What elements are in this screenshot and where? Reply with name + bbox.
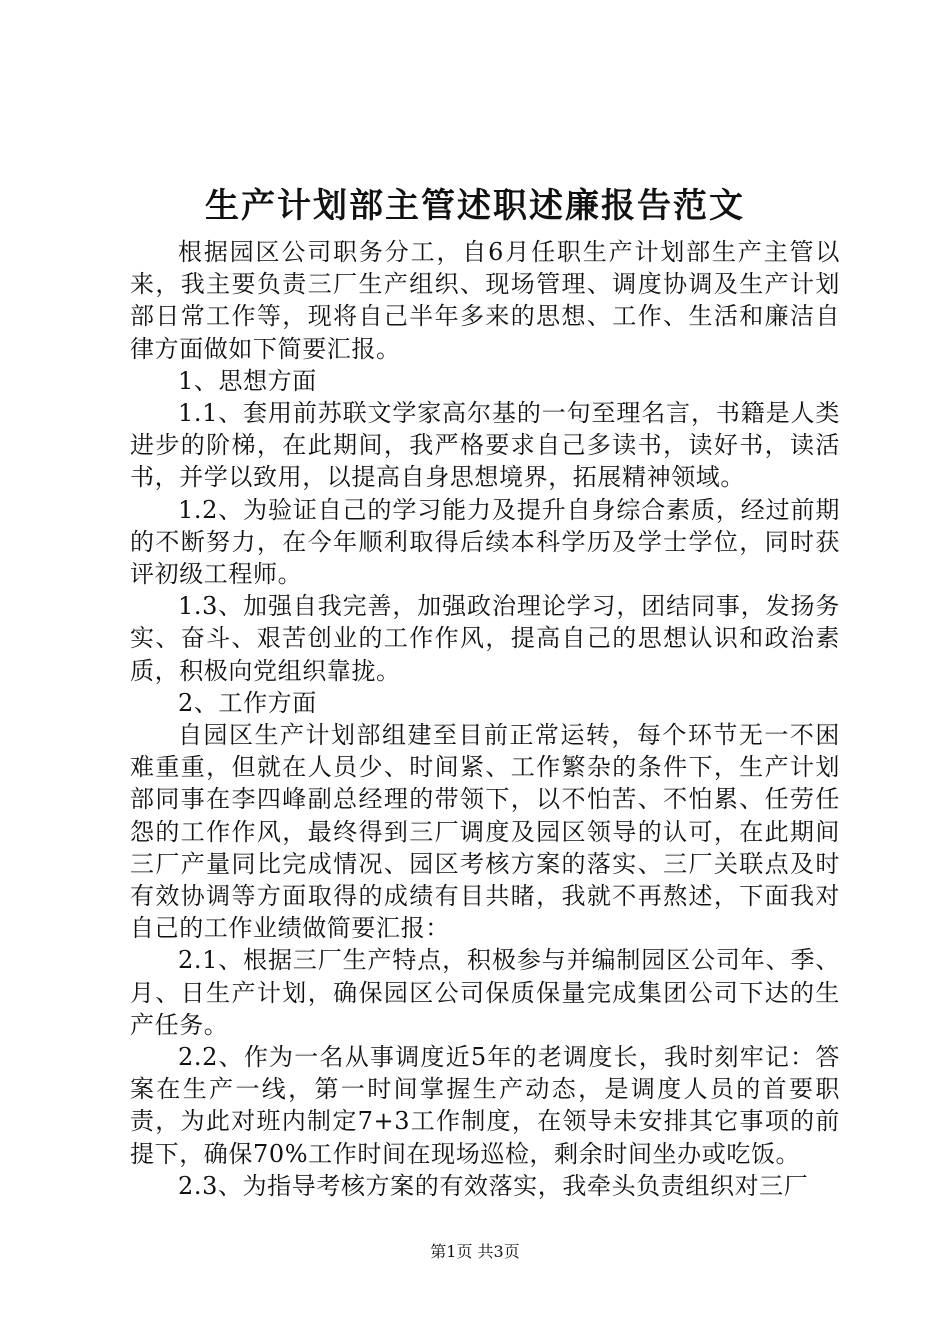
paragraph-2-2: 2.2、作为一名从事调度近5年的老调度长，我时刻牢记：答案在生产一线，第一时间掌握生产动态，是调度人员的首要职责，为此对班内制定7+3工作制度，在领导未安排其它事项的前提下，确保70%工作时间在现场巡检，剩余时间坐办或吃饭。 xyxy=(130,1043,840,1168)
intro-paragraph: 根据园区公司职务分工，自6月任职生产计划部生产主管以来，我主要负责三厂生产组织、现场管理、调度协调及生产计划部日常工作等，现将自己半年多来的思想、工作、生活和廉洁自律方面做如下简要汇报。 xyxy=(130,238,840,363)
document-title: 生产计划部主管述职述廉报告范文 xyxy=(205,186,745,226)
paragraph-1-1: 1.1、套用前苏联文学家高尔基的一句至理名言，书籍是人类进步的阶梯，在此期间，我严格要求自己多读书，读好书，读活书，并学以致用，以提高自身思想境界，拓展精神领域。 xyxy=(130,399,840,492)
paragraph-2-3: 2.3、为指导考核方案的有效落实，我牵头负责组织对三厂 xyxy=(178,1171,809,1200)
work-intro-paragraph: 自园区生产计划部组建至目前正常运转，每个环节无一不困难重重，但就在人员少、时间紧、工作繁杂的条件下，生产计划部同事在李四峰副总经理的带领下，以不怕苦、不怕累、任劳任怨的工作作风，最终得到三厂调度及园区领导的认可，在此期间三厂产量同比完成情况、园区考核方案的落实、三厂关联点及时有效协调等方面取得的成绩有目共睹，我就不再熬述，下面我对自己的工作业绩做简要汇报： xyxy=(130,721,840,943)
paragraph-2-1: 2.1、根据三厂生产特点，积极参与并编制园区公司年、季、月、日生产计划，确保园区公司保质保量完成集团公司下达的生产任务。 xyxy=(130,946,840,1039)
section-heading-work: 2、工作方面 xyxy=(178,688,317,717)
document-body xyxy=(130,236,840,1202)
paragraph-1-3: 1.3、加强自我完善，加强政治理论学习，团结同事，发扬务实、奋斗、艰苦创业的工作作风，提高自己的思想认识和政治素质，积极向党组织靠拢。 xyxy=(130,592,840,685)
paragraph-1-2: 1.2、为验证自己的学习能力及提升自身综合素质，经过前期的不断努力，在今年顺利取得后续本科学历及学士学位，同时获评初级工程师。 xyxy=(130,495,840,589)
section-heading-thinking: 1、思想方面 xyxy=(178,366,317,395)
page-number-footer: 第1页 共3页 xyxy=(430,1242,520,1261)
